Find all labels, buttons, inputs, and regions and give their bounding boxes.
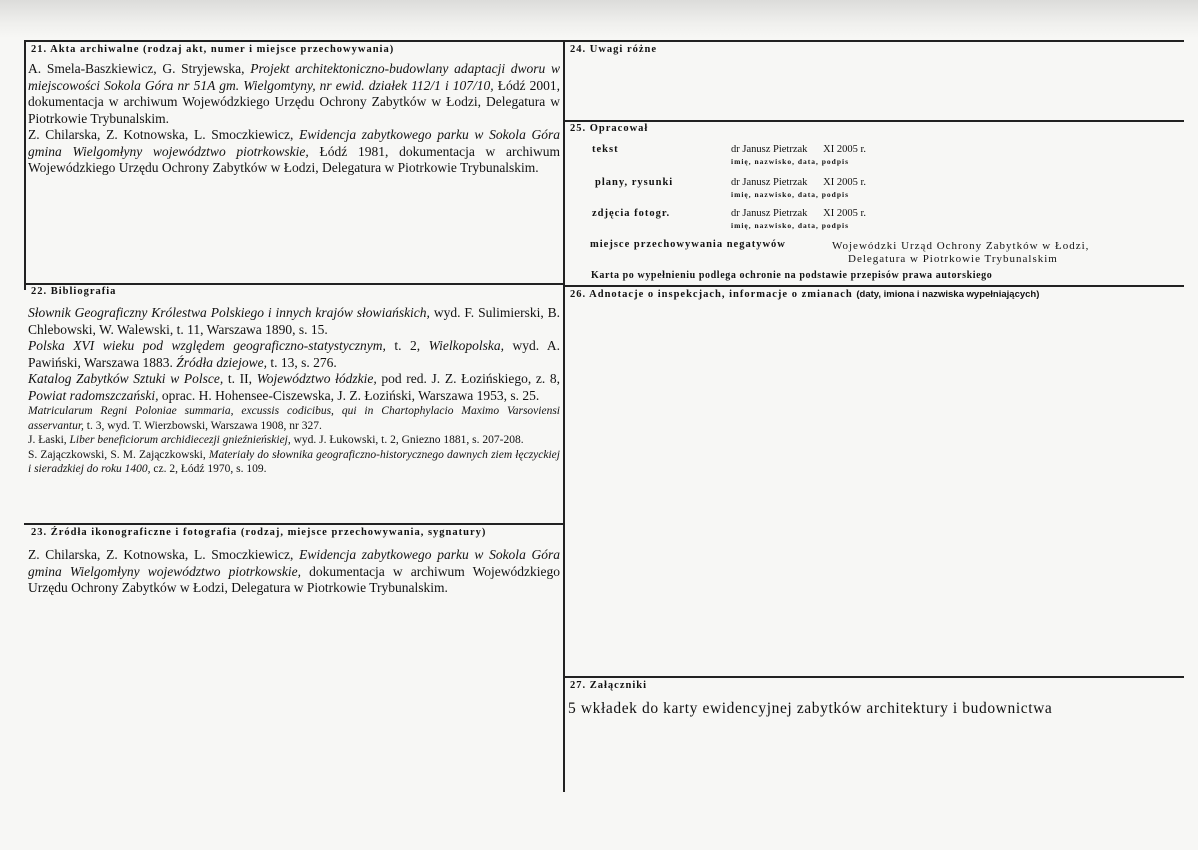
left-border-line xyxy=(24,40,26,290)
section-24-heading: 24. Uwagi różne xyxy=(570,44,658,55)
section-23-content xyxy=(28,547,560,597)
bibliography-item: Polska XVI wieku pod względem geograficzno-statystycznym, t. 2, Wielkopolska, wyd. A. Pawiński, Warszawa 1883. Źródła dziejowe, t. 13, s. 276. xyxy=(28,338,561,370)
author-row-label: zdjęcia fotogr. xyxy=(592,208,671,219)
bibliography-item: Matricularum Regni Poloniae summaria, excussis codicibus, qui in Chartophylacio Maximo Varsoviensi asservantur, t. 3, wyd. T. Wierzbowski, Warszawa 1908, nr 327. xyxy=(28,405,560,432)
center-divider-line xyxy=(563,40,565,792)
attachments-text: 5 wkładek do karty ewidencyjnej zabytków architektury i budownictwa xyxy=(568,700,1053,717)
divider-24-25 xyxy=(564,120,1184,122)
section-26-heading: 26. Adnotacje o inspekcjach, informacje o zmianach (daty, imiona i nazwiska wypełniających) xyxy=(570,289,1040,300)
author-row-value: dr Janusz Pietrzak XI 2005 r. xyxy=(731,208,867,219)
scan-edge-shading xyxy=(0,0,1198,38)
divider-22-23 xyxy=(24,523,564,525)
negatives-location-value: Wojewódzki Urząd Ochrony Zabytków w Łodzi, Delegatura w Piotrkowie Trybunalskim xyxy=(832,240,1090,265)
section-22-content xyxy=(28,305,560,477)
author-row-value: dr Janusz Pietrzak XI 2005 r. xyxy=(731,144,867,155)
iconography-entry: Z. Chilarska, Z. Kotnowska, L. Smoczkiewicz, Ewidencja zabytkowego parku w Sokola Góra gmina Wielgomłyny województwo piotrkowskie, dokumentacja w archiwum Wojewódzkiego Urzędu Ochrony Zabytków w Łodzi, Delegatura w Piotrkowie Trybunalskim. xyxy=(28,547,561,595)
author-row-label: plany, rysunki xyxy=(595,177,674,188)
section-25-heading: 25. Opracował xyxy=(570,123,649,134)
author-row-caption: imię, nazwisko, data, podpis xyxy=(731,221,850,230)
copyright-notice: Karta po wypełnieniu podlega ochronie na podstawie przepisów prawa autorskiego xyxy=(591,270,993,281)
section-23-heading: 23. Źródła ikonograficzne i fotografia (rodzaj, miejsce przechowywania, sygnatury) xyxy=(31,527,487,538)
author-row-caption: imię, nazwisko, data, podpis xyxy=(731,157,850,166)
divider-21-22 xyxy=(24,283,564,285)
bibliography-item: S. Zajączkowski, S. M. Zajączkowski, Materiały do słownika geograficzno-historycznego dawnych ziem łęczyckiej i sieradzkiej do roku 1400, cz. 2, Łódź 1970, s. 109. xyxy=(28,448,560,475)
archive-entry-1: A. Smela-Baszkiewicz, G. Stryjewska, Projekt architektoniczno-budowlany adaptacji dworu w miejscowości Sokola Góra nr 51A gm. Wielgomtyny, nr ewid. działek 112/1 i 107/10, Łódź 2001, dokumentacja w archiwum Wojewódzkiego Urzędu Ochrony Zabytków w Łodzi, Delegatura w Piotrkowie Trybunalskim. xyxy=(28,61,560,126)
bibliography-item: J. Łaski, Liber beneficiorum archidiecezji gnieźnieńskiej, wyd. J. Łukowski, t. 2, Gniezno 1881, s. 207-208. xyxy=(28,434,524,446)
divider-26-27 xyxy=(564,676,1184,678)
negatives-location-label: miejsce przechowywania negatywów xyxy=(590,239,786,250)
author-row-value: dr Janusz Pietrzak XI 2005 r. xyxy=(731,177,867,188)
bibliography-item: Słownik Geograficzny Królestwa Polskiego i innych krajów słowiańskich, wyd. F. Sulimierski, B. Chlebowski, W. Walewski, t. 11, Warszawa 1890, s. 15. xyxy=(28,305,560,337)
section-21-heading: 21. Akta archiwalne (rodzaj akt, numer i miejsce przechowywania) xyxy=(31,44,395,55)
section-22-heading: 22. Bibliografia xyxy=(31,286,117,297)
top-border-line xyxy=(24,40,1184,42)
archive-entry-2: Z. Chilarska, Z. Kotnowska, L. Smoczkiewicz, Ewidencja zabytkowego parku w Sokola Góra gmina Wielgomłyny województwo piotrkowskie, Łódź 1981, dokumentacja w archiwum Wojewódzkiego Urzędu Ochrony Zabytków w Łodzi, Delegatura w Piotrkowie Trybunalskim. xyxy=(28,127,561,175)
section-21-content xyxy=(28,61,560,177)
author-row-label: tekst xyxy=(592,144,619,155)
section-27-heading: 27. Załączniki xyxy=(570,680,648,691)
divider-25-26 xyxy=(564,285,1184,287)
author-row-caption: imię, nazwisko, data, podpis xyxy=(731,190,850,199)
bibliography-item: Katalog Zabytków Sztuki w Polsce, t. II, Województwo łódzkie, pod red. J. Z. Łozińskiego, z. 8, Powiat radomszczański, oprac. H. Hohensee-Ciszewska, J. Z. Łoziński, Warszawa 1953, s. 25. xyxy=(28,371,560,403)
